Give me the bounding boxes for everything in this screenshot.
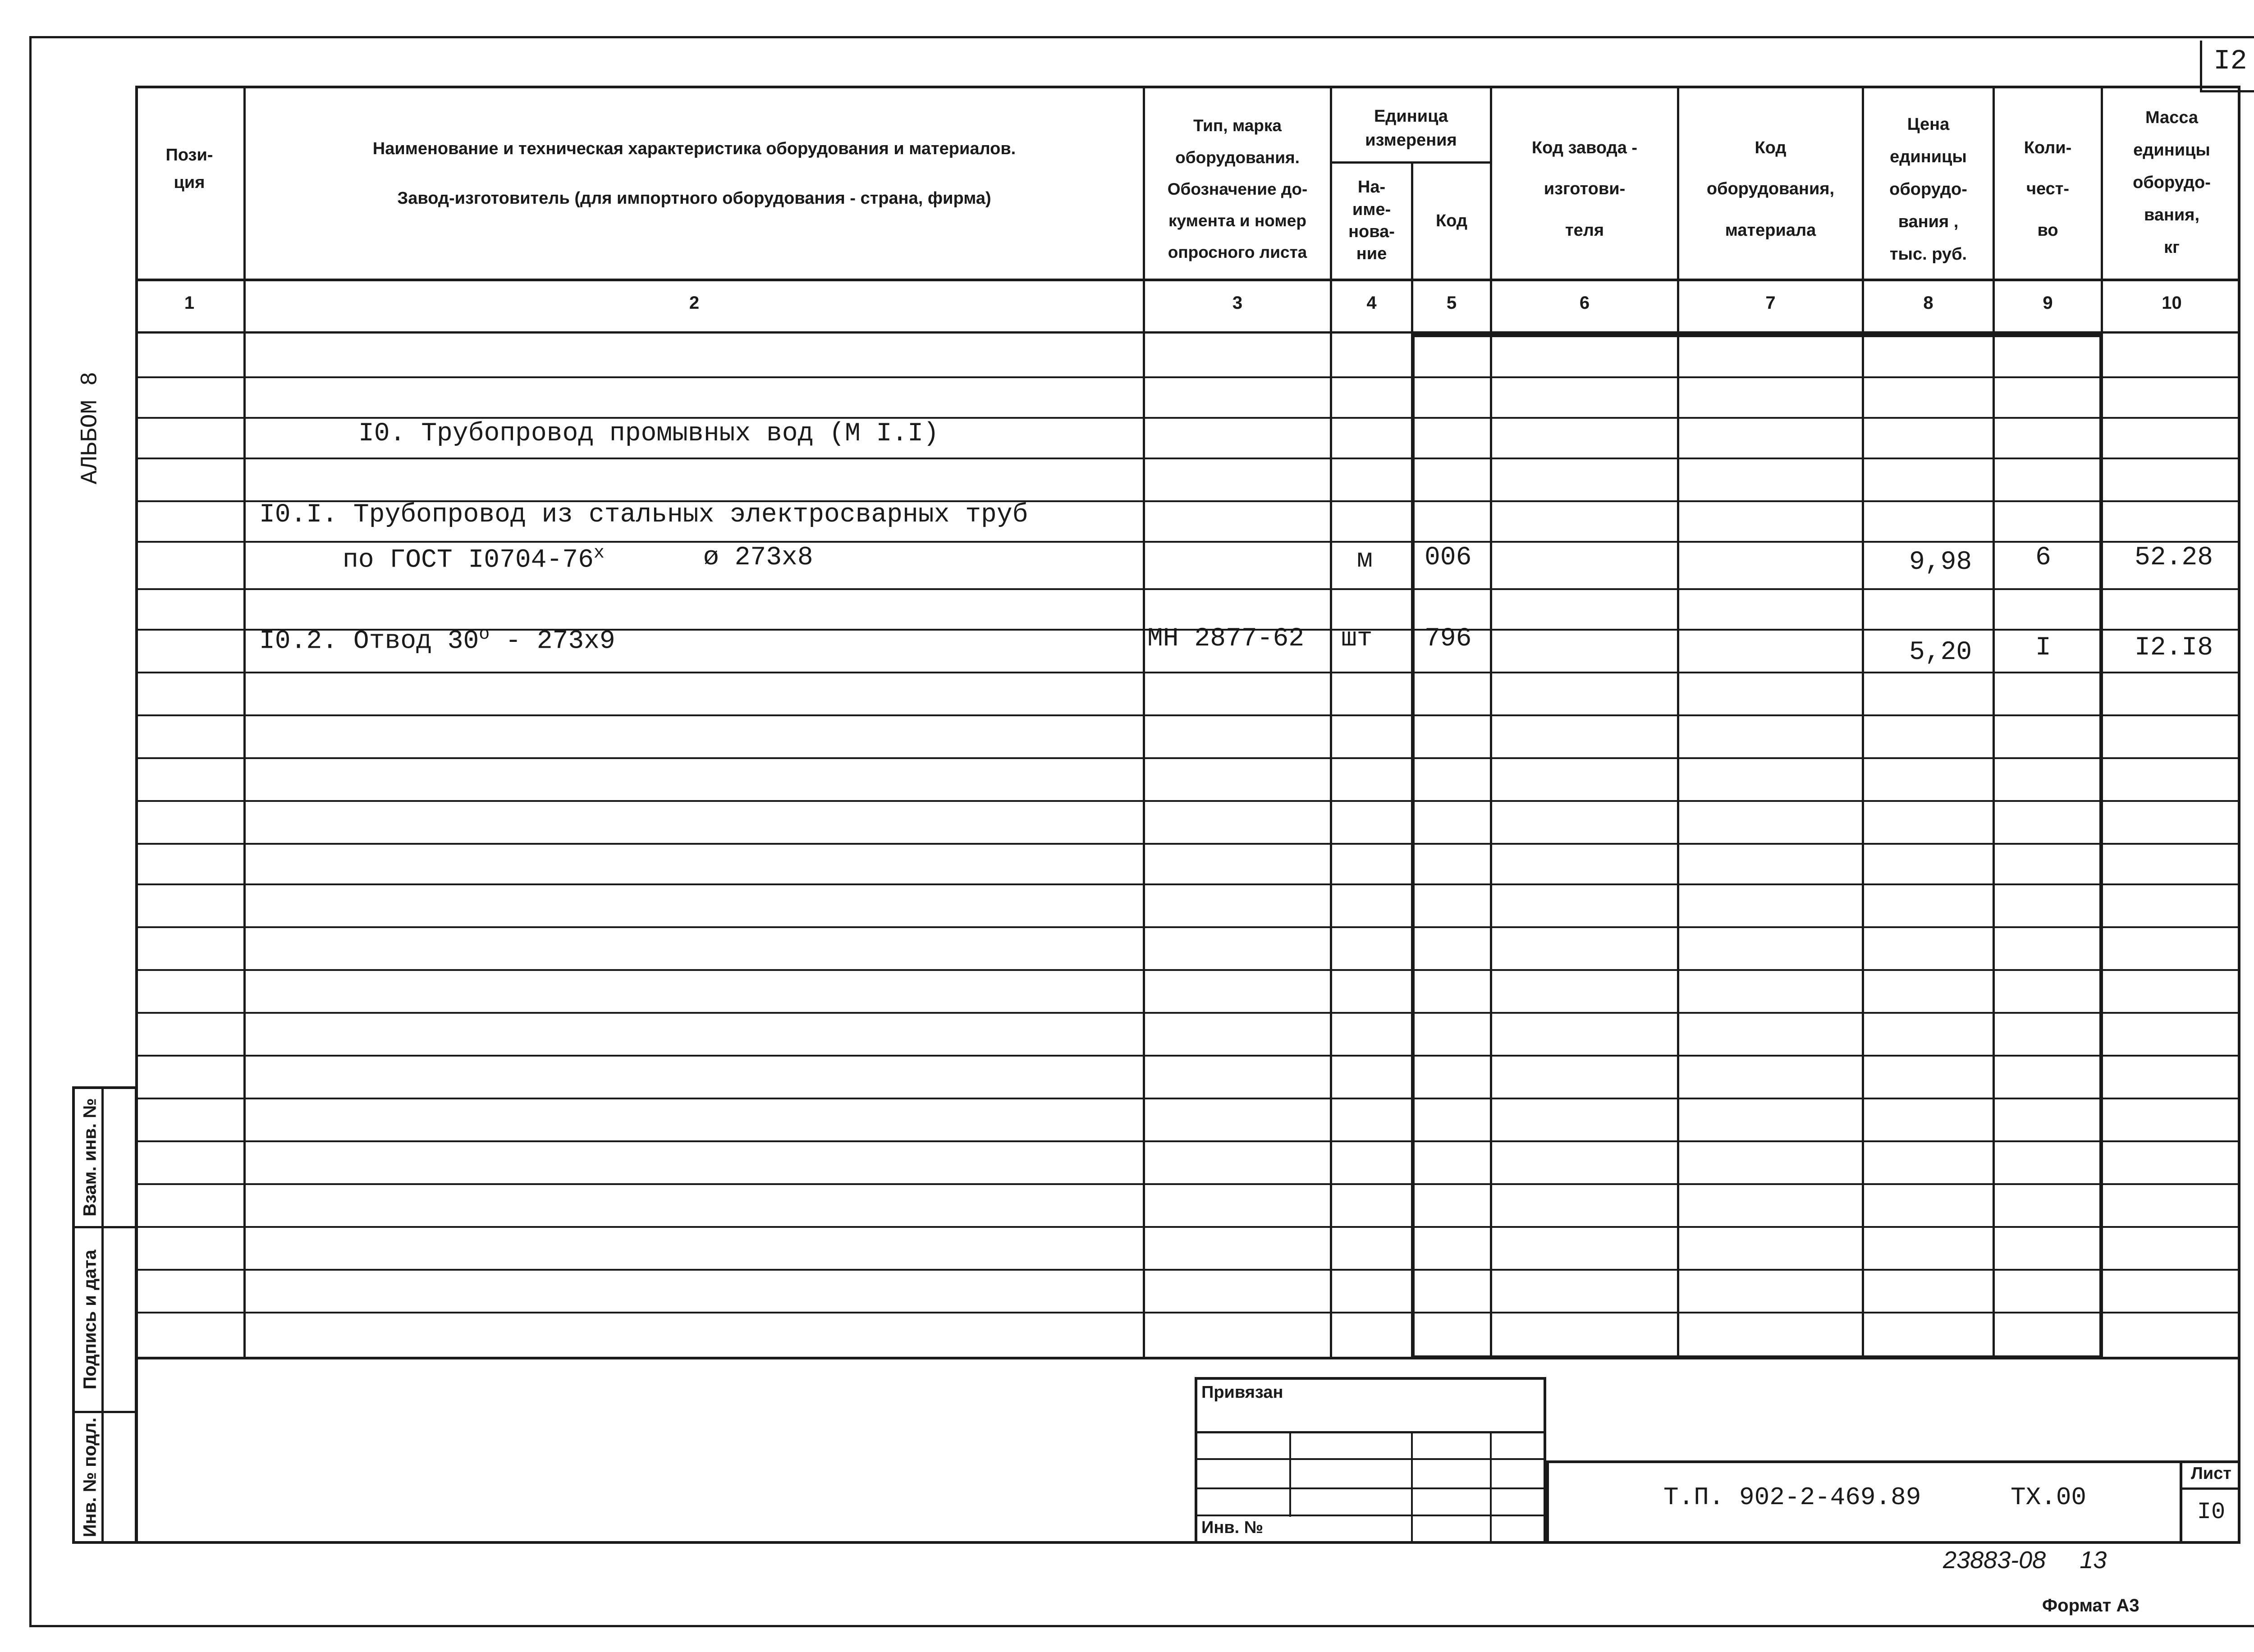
side-stamp-vzam: Взам. инв. № xyxy=(80,1098,100,1217)
header-name-line2: Завод-изготовитель (для импортного оборудования - страна, фирма) xyxy=(397,188,991,208)
doc-code: Т.П. 902-2-469.89 xyxy=(1663,1483,1921,1512)
privyazan-rule-1 xyxy=(1195,1431,1546,1433)
header-unit-group: Единица измерения xyxy=(1365,106,1457,150)
header-unit-name: На- име- нова- ние xyxy=(1348,178,1395,264)
unit-group-rule xyxy=(1330,161,1492,164)
item2-name xyxy=(259,624,615,656)
side-stamp-inv: Инв. № подл. xyxy=(80,1417,100,1538)
item1-price: 9,98 xyxy=(1909,548,1972,577)
col-divider-1 xyxy=(243,86,246,1359)
album-label: АЛЬБОМ 8 xyxy=(77,371,104,485)
header-rule xyxy=(135,279,2240,281)
list-label: Лист xyxy=(2191,1464,2231,1483)
colnum-8: 8 xyxy=(1923,293,1933,313)
colnum-10: 10 xyxy=(2162,293,2182,313)
doc-mark: ТХ.00 xyxy=(2011,1483,2087,1512)
item1-spec-text: по ГОСТ I0704-76 xyxy=(343,545,594,575)
item1-size: ø 273x8 xyxy=(703,543,813,572)
corner-sheet-number: I2 xyxy=(2213,45,2247,77)
privyazan-col-3 xyxy=(1490,1431,1492,1544)
item2-type: МН 2877-62 xyxy=(1147,624,1305,654)
item1-title: I0.I. Трубопровод из стальных электросварных труб xyxy=(259,500,1028,530)
colnum-6: 6 xyxy=(1579,293,1590,313)
thick-block xyxy=(1411,334,2103,1359)
archive-number: 23883-08 13 xyxy=(1943,1547,2107,1574)
colnum-7: 7 xyxy=(1765,293,1776,313)
privyazan-col-1 xyxy=(1289,1431,1291,1517)
outer-frame-bottom xyxy=(29,1625,2254,1627)
header-price: Цена единицы оборудо- вания , тыс. руб. xyxy=(1889,114,1967,264)
item1-spec xyxy=(343,543,605,575)
item2-qty: I xyxy=(2035,633,2051,663)
header-unit-code: Код xyxy=(1435,211,1468,230)
header-position: Пози- ция xyxy=(165,146,213,192)
item2-name-text: I0.2. Отвод 30 xyxy=(259,627,479,656)
col-divider-3 xyxy=(1330,86,1332,1359)
colnum-4: 4 xyxy=(1366,293,1377,313)
item2-sup: о xyxy=(479,624,490,645)
privyazan-rule-4 xyxy=(1195,1515,1546,1516)
side-stamp-podpis: Подпись и дата xyxy=(80,1249,100,1390)
inv-no-label: Инв. № xyxy=(1201,1518,1264,1537)
title-block-left xyxy=(1546,1460,1549,1544)
item1-code: 006 xyxy=(1425,543,1472,572)
colnum-3: 3 xyxy=(1232,293,1243,313)
privyazan-rule-3 xyxy=(1195,1487,1546,1489)
header-quantity: Коли- чест- во xyxy=(2024,138,2072,240)
section-title: I0. Трубопровод промывных вод (М I.I) xyxy=(358,419,939,448)
item1-spec-sup: x xyxy=(593,543,605,563)
header-factory-code: Код завода - изготови- теля xyxy=(1531,138,1638,240)
colnum-5: 5 xyxy=(1446,293,1457,313)
item2-code: 796 xyxy=(1425,624,1472,654)
privyazan-label: Привязан xyxy=(1201,1383,1283,1402)
title-block-top xyxy=(1546,1460,2240,1463)
colnum-9: 9 xyxy=(2043,293,2053,313)
item2-unit: шт xyxy=(1341,624,1373,654)
colnum-1: 1 xyxy=(184,293,195,313)
item2-mass: I2.I8 xyxy=(2135,633,2213,663)
item1-mass: 52.28 xyxy=(2135,543,2213,572)
item1-unit: м xyxy=(1357,545,1373,575)
privyazan-col-2 xyxy=(1411,1431,1413,1544)
item2-price: 5,20 xyxy=(1909,638,1972,667)
outer-frame-top xyxy=(29,36,2254,38)
header-mass: Масса единицы оборудо- вания, кг xyxy=(2133,108,2211,257)
side-stamp-inner xyxy=(101,1086,104,1544)
header-equipment-code: Код оборудования, материала xyxy=(1706,138,1835,240)
list-box-divider xyxy=(2180,1487,2240,1490)
format-label: Формат А3 xyxy=(2042,1596,2139,1615)
privyazan-rule-2 xyxy=(1195,1458,1546,1460)
header-type-mark: Тип, марка оборудования. Обозначение до- кумента и номер опросного листа xyxy=(1167,116,1308,262)
item1-qty: 6 xyxy=(2035,543,2051,572)
col-divider-2 xyxy=(1143,86,1145,1359)
list-number: I0 xyxy=(2197,1499,2226,1525)
item2-size: - 273x9 xyxy=(490,627,615,656)
colnum-2: 2 xyxy=(689,293,700,313)
header-name-line1: Наименование и техническая характеристика оборудования и материалов. xyxy=(372,139,1016,158)
outer-frame-left xyxy=(29,36,32,1627)
